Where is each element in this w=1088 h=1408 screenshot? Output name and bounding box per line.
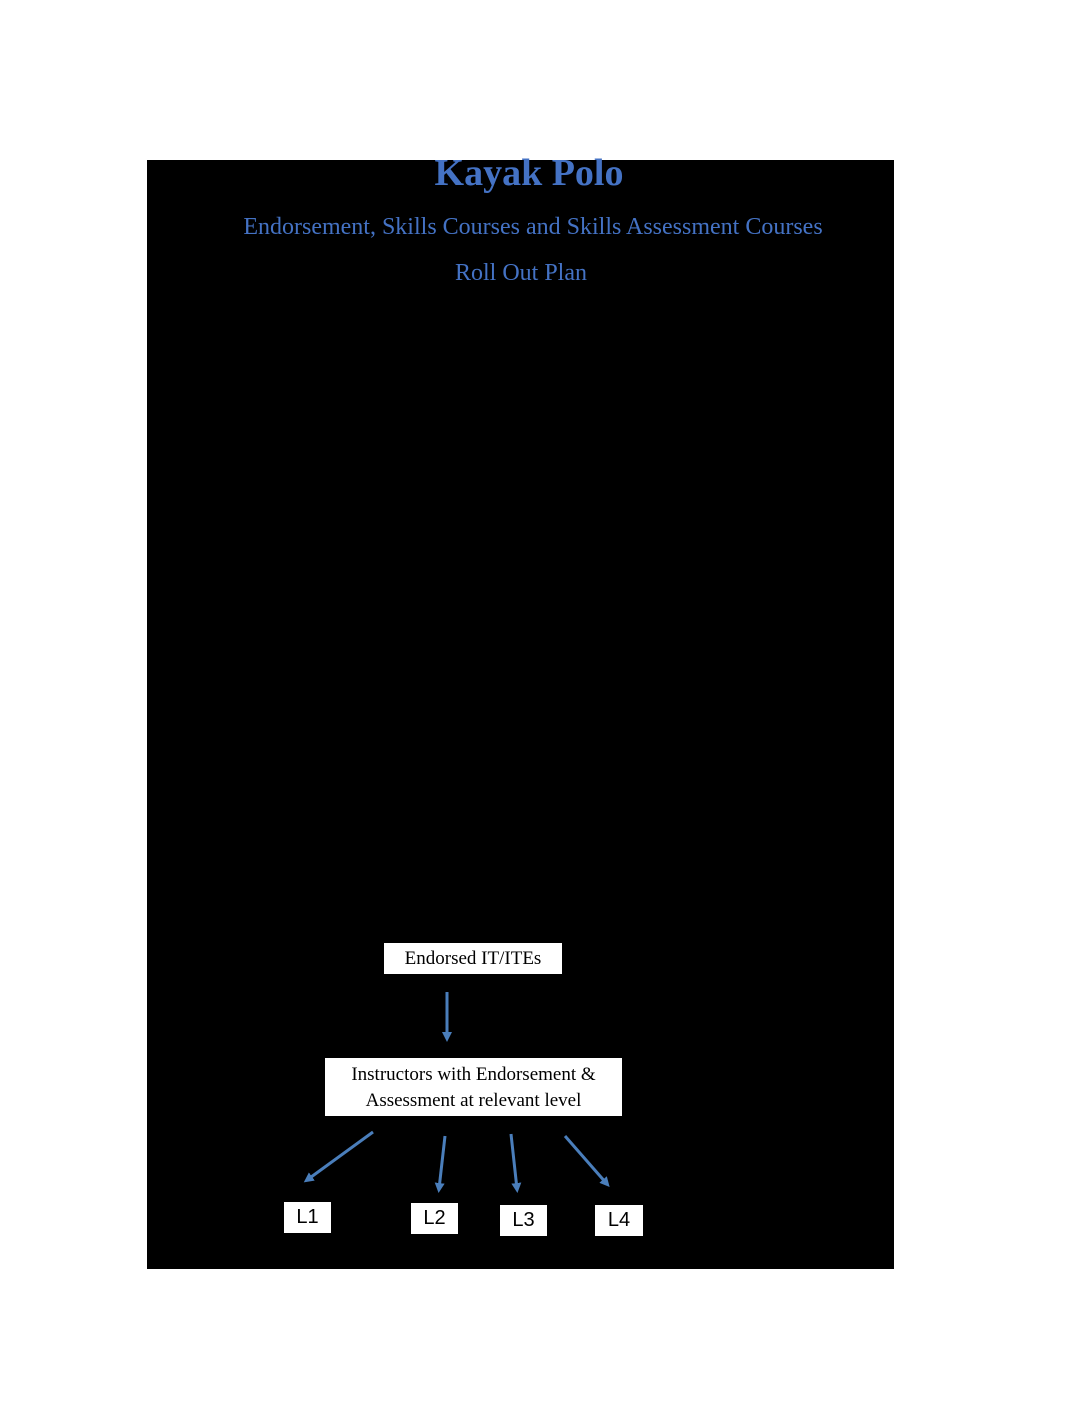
page-subtitle: Endorsement, Skills Courses and Skills Assessment Courses	[243, 214, 823, 240]
endorsed-it-ites-box: Endorsed IT/ITEs	[384, 943, 562, 974]
instructors-box-line1: Instructors with Endorsement &	[351, 1064, 596, 1085]
level-box-l2: L2	[411, 1203, 458, 1234]
page-subtitle-plan: Roll Out Plan	[454, 260, 587, 286]
instructors-box-line2: Assessment at relevant level	[365, 1090, 582, 1111]
page-title: Kayak Polo	[434, 152, 624, 194]
level-box-l3: L3	[500, 1205, 547, 1236]
level-box-l4: L4	[595, 1205, 643, 1236]
level-box-l1: L1	[284, 1202, 331, 1233]
instructors-box	[325, 1058, 622, 1116]
